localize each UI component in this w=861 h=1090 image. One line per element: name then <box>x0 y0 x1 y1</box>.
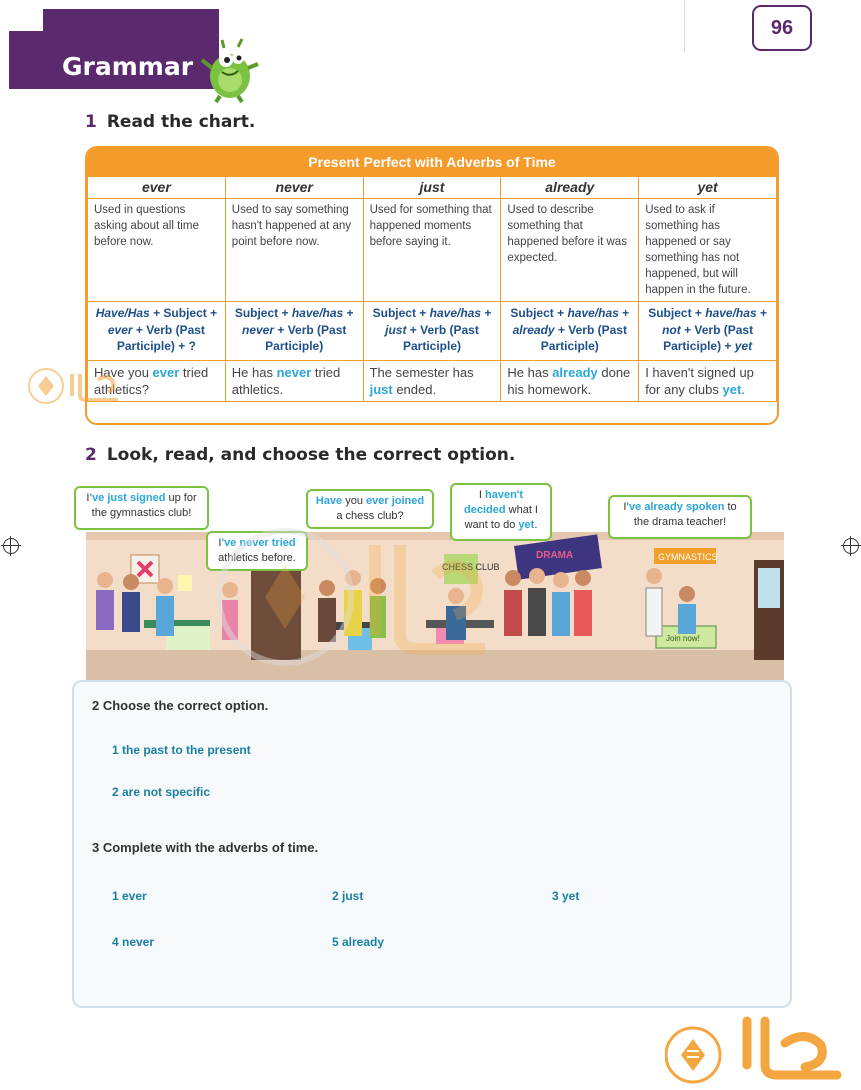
activity-2-number: 2 <box>85 445 97 465</box>
speech-bubble: I've never tried athletics before. <box>206 531 308 571</box>
column-header: already <box>501 177 639 199</box>
answer-item: 1 ever <box>112 889 147 903</box>
usage-cell: Used in questions asking about all time before now. <box>88 199 226 302</box>
watermark-logo-icon <box>28 366 128 406</box>
answers-heading-3: 3 Complete with the adverbs of time. <box>92 840 319 855</box>
chart-header-row <box>88 177 777 199</box>
speech-bubble: I've already spoken to the drama teacher! <box>608 495 752 539</box>
usage-cell: Used to say something hasn't happened at any point before now. <box>225 199 363 302</box>
watermark-logo-icon <box>205 525 495 670</box>
example-cell: The semester has just ended. <box>363 361 501 402</box>
example-cell: He has already done his homework. <box>501 361 639 402</box>
grammar-chart <box>85 146 779 425</box>
column-header: never <box>225 177 363 199</box>
speech-bubble: I've just signed up for the gymnastics club! <box>74 486 209 530</box>
column-header: ever <box>88 177 226 199</box>
chart-table <box>87 176 777 402</box>
activity-1-instruction: Read the chart. <box>106 112 256 132</box>
example-cell: Have you ever tried athletics? <box>88 361 226 402</box>
form-cell: Subject + have/has + never + Verb (Past Participle) <box>225 302 363 361</box>
join-now-sign: Join now! <box>666 634 700 643</box>
monster-mascot-icon <box>200 38 264 104</box>
answers-heading-2: 2 Choose the correct option. <box>92 698 269 713</box>
example-cell: He has never tried athletics. <box>225 361 363 402</box>
usage-cell: Used to describe something that happened before it was expected. <box>501 199 639 302</box>
usage-row <box>88 199 777 302</box>
registration-mark-icon <box>3 538 19 554</box>
form-cell: Have/Has + Subject + ever + Verb (Past Participle) + ? <box>88 302 226 361</box>
column-header: yet <box>639 177 777 199</box>
usage-cell: Used for something that happened moments before saying it. <box>363 199 501 302</box>
page-number: 96 <box>752 5 812 51</box>
chart-title: Present Perfect with Adverbs of Time <box>87 148 777 176</box>
form-row <box>88 302 777 361</box>
drama-sign: DRAMA <box>536 550 574 561</box>
activity-2-instruction: Look, read, and choose the correct option. <box>106 445 516 465</box>
column-header: just <box>363 177 501 199</box>
speech-bubble: Have you ever joined a chess club? <box>306 489 434 529</box>
hulul-logo-icon <box>665 1015 845 1085</box>
example-row <box>88 361 777 402</box>
answers-panel <box>72 680 792 1008</box>
activity-1-number: 1 <box>85 112 97 132</box>
section-title: Grammar <box>62 52 194 81</box>
form-cell: Subject + have/has + already + Verb (Past Participle) <box>501 302 639 361</box>
activity-2-heading <box>85 445 515 465</box>
form-cell: Subject + have/has + not + Verb (Past Participle) + yet <box>639 302 777 361</box>
banner-notch <box>9 9 43 31</box>
answer-item: 2 just <box>332 889 364 903</box>
page-divider <box>684 0 685 52</box>
activity-1-heading <box>85 112 255 132</box>
answer-item: 2 are not specific <box>112 785 211 799</box>
answer-item: 1 the past to the present <box>112 743 251 757</box>
example-cell: I haven't signed up for any clubs yet. <box>639 361 777 402</box>
answer-item: 4 never <box>112 935 155 949</box>
speech-bubble: I haven't decided what I want to do yet. <box>450 483 552 541</box>
answer-item: 5 already <box>332 935 385 949</box>
registration-mark-icon <box>843 538 859 554</box>
gymnastics-sign: GYMNASTICS <box>658 552 718 562</box>
chess-club-sign: CHESS CLUB <box>442 562 500 572</box>
answer-item: 3 yet <box>552 889 580 903</box>
usage-cell: Used to ask if something has happened or say something has not happened, but will happen in the future. <box>639 199 777 302</box>
form-cell: Subject + have/has + just + Verb (Past Participle) <box>363 302 501 361</box>
